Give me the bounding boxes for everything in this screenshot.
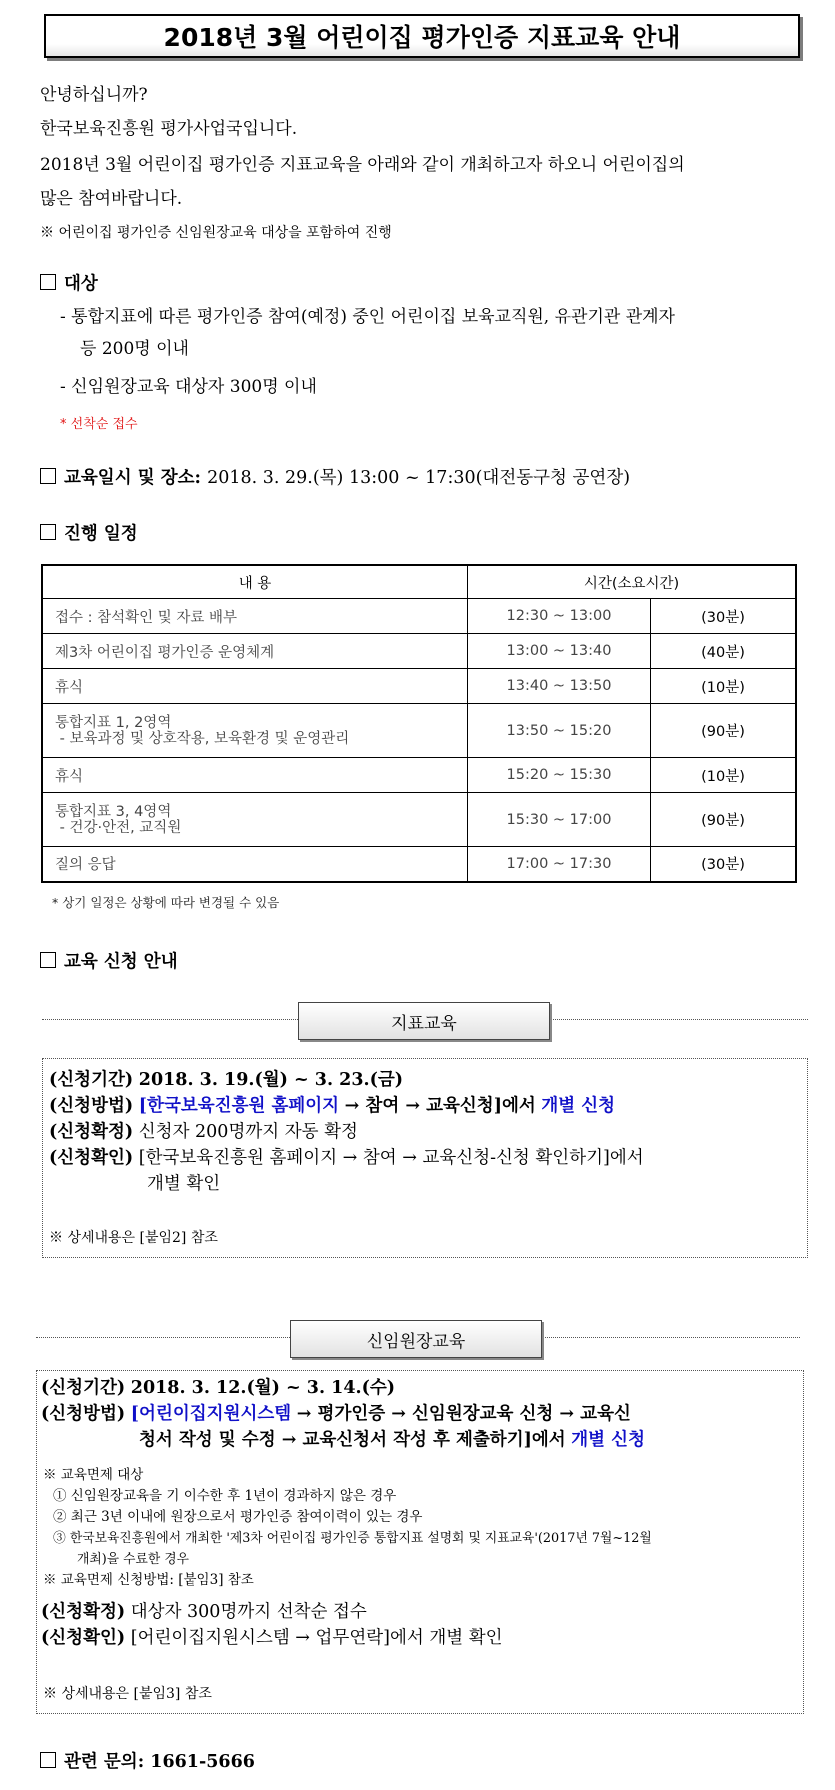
target-note: * 선착순 접수 bbox=[60, 417, 138, 432]
row-duration: (10분) bbox=[651, 758, 797, 793]
childcare-system-link[interactable]: [어린이집지원시스템 bbox=[130, 1404, 292, 1424]
checkbox-square-icon bbox=[40, 274, 56, 290]
row-duration: (90분) bbox=[651, 793, 797, 847]
table-row bbox=[42, 599, 796, 634]
new-director-note: ※ 상세내용은 [붙임3] 참조 bbox=[43, 1686, 212, 1702]
page-title: 2018년 3월 어린이집 평가인증 지표교육 안내 bbox=[163, 23, 681, 52]
schedule-table bbox=[41, 564, 797, 883]
schedule-note: * 상기 일정은 상황에 따라 변경될 수 있음 bbox=[52, 895, 280, 910]
checkbox-square-icon bbox=[40, 524, 56, 540]
row-duration: (40분) bbox=[651, 634, 797, 669]
row-time: 13:00 ~ 13:40 bbox=[468, 634, 651, 669]
schedule-heading: 진행 일정 bbox=[40, 520, 138, 545]
indicator-application-box: (신청기간) 2018. 3. 19.(월) ~ 3. 23.(금) (신청방법) [한국보육진흥원 홈페이지 → 참여 → 교육신청]에서 개별 신청 (신청확정) 신청자 200명까지 자동 확정 (신청확인) [한국보육진흥원 홈페이지 → 참여 → 교육신청-신청 확인하기]에서 개별 확인 ※ 상세내용은 [붙임2] 참조 bbox=[42, 1058, 808, 1258]
row-time: 12:30 ~ 13:00 bbox=[468, 599, 651, 634]
row-duration: (30분) bbox=[651, 847, 797, 882]
row-time: 13:40 ~ 13:50 bbox=[468, 669, 651, 704]
contact-phone: 1661-5666 bbox=[150, 1752, 255, 1772]
checkbox-square-icon bbox=[40, 952, 56, 968]
indicator-education-label: 지표교육 bbox=[298, 1002, 550, 1040]
checkbox-square-icon bbox=[40, 1752, 56, 1768]
row-time: 13:50 ~ 15:20 bbox=[468, 704, 651, 758]
organization-line: 한국보육진흥원 평가사업국입니다. bbox=[40, 119, 298, 139]
exempt-item-2: ② 최근 3년 이내에 원장으로서 평가인증 참여이력이 있는 경우 bbox=[53, 1509, 423, 1525]
greeting: 안녕하십니까? bbox=[40, 85, 148, 105]
row-duration: (90분) bbox=[651, 704, 797, 758]
row-content: 휴식 bbox=[42, 758, 468, 793]
target-item-1-cont: 등 200명 이내 bbox=[80, 339, 189, 359]
table-row bbox=[42, 847, 796, 882]
schedule-header-row bbox=[42, 565, 796, 599]
schedule-place-heading: 교육일시 및 장소: 2018. 3. 29.(목) 13:00 ~ 17:30(대전동구청 공연장) bbox=[40, 464, 630, 489]
row-content: 접수 : 참석확인 및 자료 배부 bbox=[42, 599, 468, 634]
target-heading: 대상 bbox=[40, 270, 98, 295]
new-director-application-box: (신청기간) 2018. 3. 12.(월) ~ 3. 14.(수) (신청방법) [어린이집지원시스템 → 평가인증 → 신임원장교육 신청 → 교육신 청서 작성 및 수정 → 교육신청서 작성 후 제출하기]에서 개별 신청 ※ 교육면제 대상 ① 신임원장교육을 기 이수한 후 1년이 경과하지 않은 경우 ② 최근 3년 이내에 원장으로서 평가인증 참여이력이 있는 경우 ③ 한국보육진흥원에서 개최한 '제3차 어린이집 평가인증 통합지표 설명회 및 지표교육'(2017년 7월~12월 개최)을 수료한 경우 ※ 교육면제 신청방법: [붙임3] 참조 (신청확정) 대상자 300명까지 선착순 접수 (신청확인) [어린이집지원시스템 → 업무연락]에서 개별 확인 ※ 상세내용은 [붙임3] 참조 bbox=[36, 1370, 804, 1714]
target-item-1: - 통합지표에 따른 평가인증 참여(예정) 중인 어린이집 보육교직원, 유관기관 관계자 bbox=[60, 307, 675, 327]
row-time: 15:20 ~ 15:30 bbox=[468, 758, 651, 793]
row-time: 17:00 ~ 17:30 bbox=[468, 847, 651, 882]
col-time-header: 시간(소요시간) bbox=[468, 565, 797, 599]
exempt-method: ※ 교육면제 신청방법: [붙임3] 참조 bbox=[43, 1572, 254, 1588]
intro-text-1: 2018년 3월 어린이집 평가인증 지표교육을 아래와 같이 개최하고자 하오니 어린이집의 bbox=[40, 155, 685, 175]
row-content: 통합지표 3, 4영역 - 건강·안전, 교직원 bbox=[42, 793, 468, 847]
row-content: 제3차 어린이집 평가인증 운영체계 bbox=[42, 634, 468, 669]
intro-note: ※ 어린이집 평가인증 신임원장교육 대상을 포함하여 진행 bbox=[40, 225, 392, 241]
indicator-note: ※ 상세내용은 [붙임2] 참조 bbox=[49, 1230, 218, 1246]
exempt-item-3-cont: 개최)을 수료한 경우 bbox=[77, 1552, 190, 1567]
row-content: 통합지표 1, 2영역 - 보육과정 및 상호작용, 보육환경 및 운영관리 bbox=[42, 704, 468, 758]
table-row bbox=[42, 634, 796, 669]
col-content-header: 내 용 bbox=[42, 565, 468, 599]
table-row bbox=[42, 793, 796, 847]
row-content: 휴식 bbox=[42, 669, 468, 704]
intro-text-2: 많은 참여바랍니다. bbox=[40, 189, 183, 209]
contact-heading: 관련 문의: 1661-5666 bbox=[40, 1748, 255, 1773]
application-heading: 교육 신청 안내 bbox=[40, 948, 178, 973]
new-director-education-label: 신임원장교육 bbox=[290, 1320, 542, 1358]
checkbox-square-icon bbox=[40, 468, 56, 484]
exempt-item-3: ③ 한국보육진흥원에서 개최한 '제3차 어린이집 평가인증 통합지표 설명회 및 지표교육'(2017년 7월~12월 bbox=[53, 1531, 652, 1546]
row-content: 질의 응답 bbox=[42, 847, 468, 882]
homepage-link[interactable]: [한국보육진흥원 홈페이지 bbox=[138, 1096, 340, 1116]
page-title-box bbox=[44, 14, 800, 58]
exempt-item-1: ① 신임원장교육을 기 이수한 후 1년이 경과하지 않은 경우 bbox=[53, 1488, 397, 1504]
row-duration: (30분) bbox=[651, 599, 797, 634]
target-item-2: - 신임원장교육 대상자 300명 이내 bbox=[60, 377, 317, 397]
exempt-title: ※ 교육면제 대상 bbox=[43, 1467, 144, 1483]
schedule-place-value: 2018. 3. 29.(목) 13:00 ~ 17:30(대전동구청 공연장) bbox=[207, 468, 631, 488]
row-time: 15:30 ~ 17:00 bbox=[468, 793, 651, 847]
row-duration: (10분) bbox=[651, 669, 797, 704]
table-row bbox=[42, 669, 796, 704]
table-row bbox=[42, 704, 796, 758]
table-row bbox=[42, 758, 796, 793]
